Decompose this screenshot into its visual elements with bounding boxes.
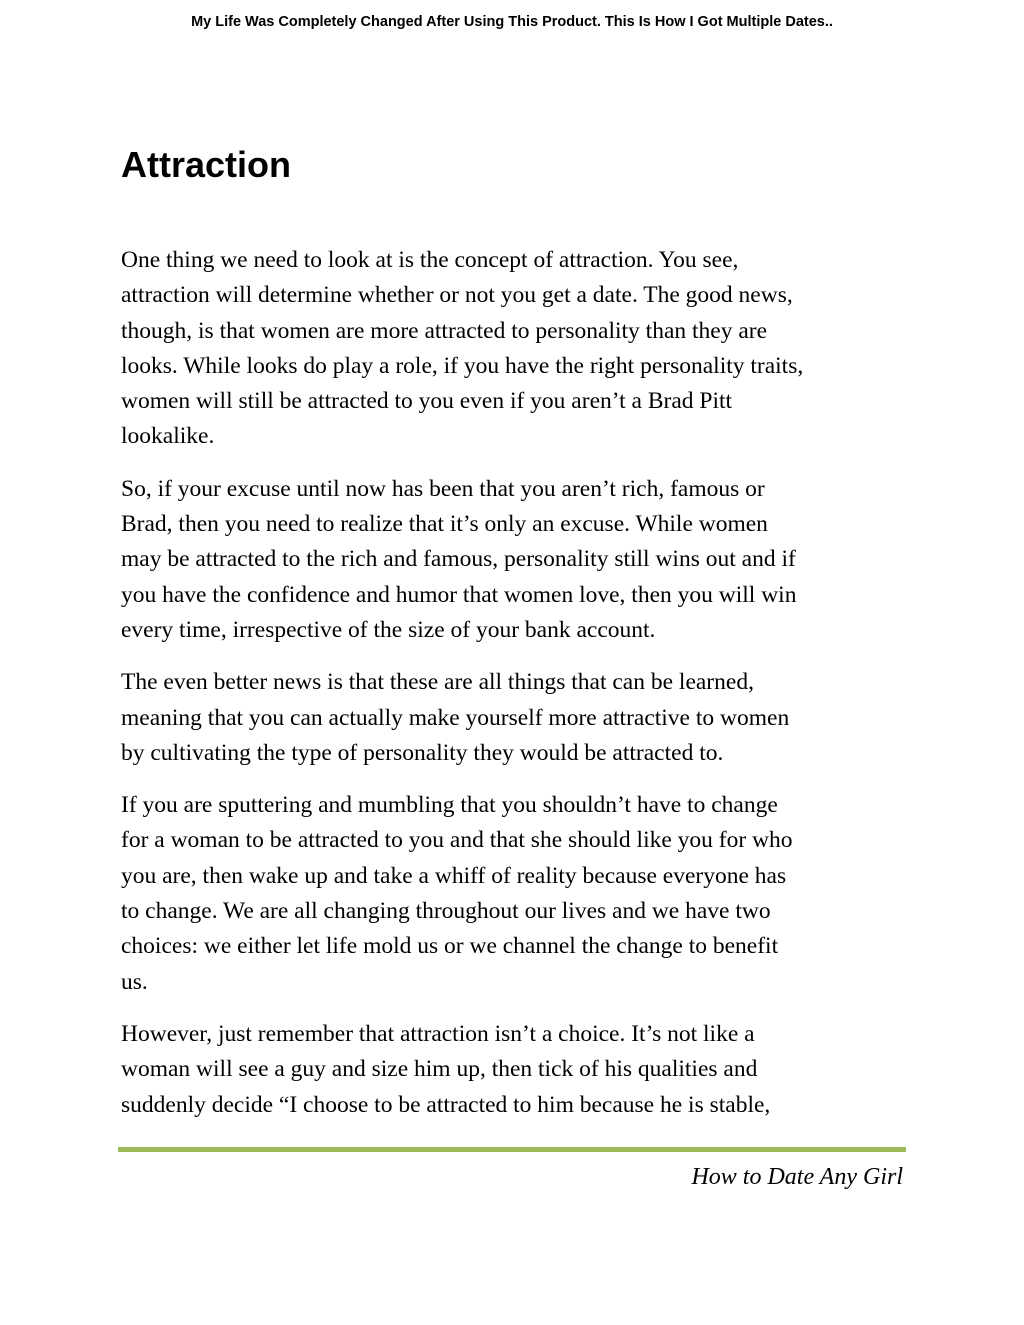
top-banner: My Life Was Completely Changed After Using This Product. This Is How I Got Multiple Dates.. [191, 14, 833, 30]
text-line: you are, then wake up and take a whiff of reality because everyone has [121, 862, 787, 889]
text-line: to change. We are all changing throughout our lives and we have two [121, 898, 771, 925]
text-line: Brad, then you need to realize that it’s only an excuse. While women [121, 511, 768, 538]
text-line: may be attracted to the rich and famous, personality still wins out and if [121, 546, 796, 573]
text-line: choices: we either let life mold us or we channel the change to benefit [121, 933, 779, 960]
text-line: If you are sputtering and mumbling that you shouldn’t have to change [121, 792, 778, 819]
text-line: The even better news is that these are all things that can be learned, [121, 669, 754, 696]
text-line: women will still be attracted to you even if you aren’t a Brad Pitt [121, 388, 733, 415]
text-line: However, just remember that attraction isn’t a choice. It’s not like a [121, 1020, 755, 1047]
text-line: suddenly decide “I choose to be attracted to him because he is stable, [121, 1091, 771, 1118]
paragraph-2 [121, 472, 911, 648]
text-line: meaning that you can actually make yourself more attractive to women [121, 704, 790, 731]
text-line: every time, irrespective of the size of your bank account. [121, 616, 656, 643]
body-text [121, 243, 911, 1140]
paragraph-5 [121, 1017, 911, 1123]
text-line: though, is that women are more attracted to personality than they are [121, 317, 768, 344]
text-line: by cultivating the type of personality they would be attracted to. [121, 739, 724, 766]
text-line: you have the confidence and humor that women love, then you will win [121, 581, 797, 608]
footer-book-title: How to Date Any Girl [691, 1164, 903, 1190]
page-title: Attraction [121, 144, 291, 185]
text-line: us. [121, 968, 148, 995]
text-line: for a woman to be attracted to you and that she should like you for who [121, 827, 793, 854]
text-line: lookalike. [121, 423, 215, 450]
paragraph-4 [121, 788, 911, 1000]
text-line: woman will see a guy and size him up, then tick of his qualities and [121, 1056, 758, 1083]
text-line: So, if your excuse until now has been that you aren’t rich, famous or [121, 475, 765, 502]
paragraph-3 [121, 665, 911, 771]
paragraph-1 [121, 243, 911, 455]
text-line: looks. While looks do play a role, if you have the right personality traits, [121, 352, 804, 379]
footer-divider [118, 1147, 906, 1152]
text-line: attraction will determine whether or not you get a date. The good news, [121, 282, 793, 309]
text-line: One thing we need to look at is the concept of attraction. You see, [121, 247, 739, 273]
